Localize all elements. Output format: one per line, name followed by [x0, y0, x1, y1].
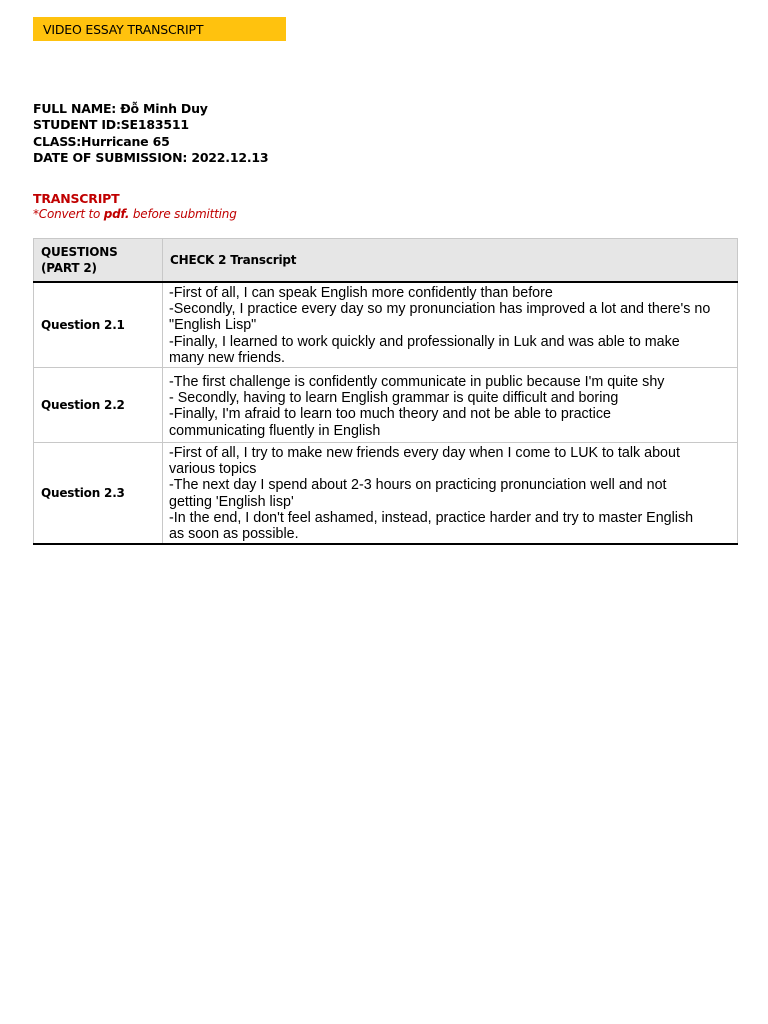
answer-cell [163, 443, 738, 545]
answer-line: communicating fluently in English [169, 422, 381, 439]
answer-line: - Secondly, having to learn English grammar is quite difficult and boring [169, 390, 619, 407]
answer-line: as soon as possible. [169, 526, 299, 543]
answer-line: various topics [169, 461, 257, 478]
answer-line: -First of all, I can speak English more confidently than before [169, 285, 553, 301]
table-row [34, 368, 738, 443]
document-header-banner [33, 17, 286, 41]
answer-line: getting 'English lisp' [169, 493, 294, 510]
submission-note [33, 207, 237, 221]
header-check-transcript: CHECK 2 Transcript [163, 239, 738, 283]
banner-title: VIDEO ESSAY TRANSCRIPT [43, 22, 204, 37]
answer-line: -Finally, I'm afraid to learn too much theory and not be able to practice [169, 406, 611, 423]
question-label: Question 2.2 [34, 368, 163, 443]
answer-line: many new friends. [169, 349, 286, 366]
full-name: FULL NAME: Đỗ Minh Duy [33, 101, 208, 116]
class-name: CLASS:Hurricane 65 [33, 133, 170, 149]
answer-line: -Finally, I learned to work quickly and professionally in Luk and was able to make [169, 333, 680, 350]
answer-cell [163, 368, 738, 443]
answer-line: "English Lisp" [169, 317, 257, 334]
table-header-row [34, 239, 738, 283]
transcript-heading: TRANSCRIPT [33, 191, 120, 206]
question-label: Question 2.1 [34, 282, 163, 368]
student-id: STUDENT ID:SE183511 [33, 117, 189, 133]
answer-line: -The next day I spend about 2-3 hours on practicing pronunciation well and not [169, 477, 667, 494]
header-questions-line1: QUESTIONS [41, 245, 118, 259]
note-text-after: before submitting [129, 207, 237, 221]
table-row [34, 282, 738, 368]
header-questions [34, 239, 163, 283]
submission-date: DATE OF SUBMISSION: 2022.12.13 [33, 149, 269, 165]
answer-line: -First of all, I try to make new friends every day when I come to LUK to talk about [169, 445, 680, 462]
question-label: Question 2.3 [34, 443, 163, 545]
answer-line: -In the end, I don't feel ashamed, instead, practice harder and try to master English [169, 509, 694, 526]
header-questions-line2: (PART 2) [41, 261, 97, 275]
note-text-bold: pdf. [103, 207, 130, 221]
answer-line: -Secondly, I practice every day so my pronunciation has improved a lot and there's no [169, 301, 711, 318]
note-text-before: *Convert to [33, 207, 104, 221]
table-row [34, 443, 738, 545]
transcript-table [33, 238, 738, 545]
answer-line: -The first challenge is confidently communicate in public because I'm quite shy [169, 374, 665, 391]
student-info [33, 101, 268, 166]
answer-cell [163, 282, 738, 368]
